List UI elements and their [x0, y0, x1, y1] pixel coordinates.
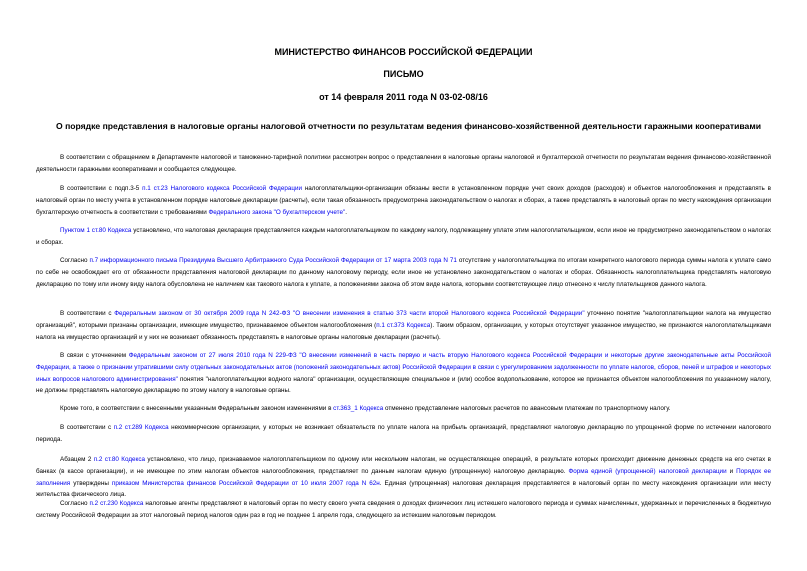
document-title: О порядке представления в налоговые органы налоговой отчетности по результатам ведения финансово-хозяйственной деятельности гаражными кооперативами	[56, 121, 761, 131]
paragraph-text: В соответствии с	[60, 424, 114, 431]
paragraph-text: установлено, что налоговая декларация представляется каждым налогоплательщиком по каждому налогу, подлежащему уплате этим налогоплательщиком, если иное не предусмотрено законодательством о налогах и сборах.	[36, 227, 771, 246]
paragraph-6	[36, 350, 771, 397]
paragraph-2	[36, 183, 771, 218]
ministry-heading: МИНИСТЕРСТВО ФИНАНСОВ РОССИЙСКОЙ ФЕДЕРАЦИИ	[274, 47, 533, 57]
link-article-289[interactable]: п.2 ст.289 Кодекса	[113, 424, 169, 431]
paragraph-text: понятия "налогоплательщики водного налога" организации, осуществляющие специальное и (или) особое водопользование, которое не признается объектом налогообложения по указанному налогу, не должны представлять налоговую декларацию по этому налогу в налоговые органы.	[36, 375, 771, 395]
paragraph-text: отменено представление налоговых расчетов по авансовым платежам по транспортному налогу.	[383, 405, 671, 412]
paragraph-7	[36, 403, 771, 415]
link-declaration-form[interactable]: Форма единой (упрощенной) налоговой декларации	[568, 467, 727, 475]
doc-type-heading: ПИСЬМО	[383, 69, 424, 79]
paragraph-text: Абзацем 2	[60, 456, 94, 463]
link-order-62n[interactable]: приказом Министерства финансов Российской Федерации от 10 июля 2007 года N 62н	[111, 479, 380, 487]
link-vas-letter-71[interactable]: п.7 информационного письма Президиума Высшего Арбитражного Суда Российской Федерации от 17 марта 2003 года N 71	[89, 257, 457, 264]
paragraph-text: В соответствии с	[60, 310, 115, 317]
paragraph-text: Согласно	[60, 500, 90, 507]
paragraph-8	[36, 422, 771, 446]
link-article-373[interactable]: п.1 ст.373 Кодекса	[376, 321, 431, 329]
link-article-363-1[interactable]: ст.363_1 Кодекса	[333, 405, 384, 412]
link-article-230[interactable]: п.2 ст.230 Кодекса	[89, 500, 144, 507]
paragraph-text: В связи с уточнением	[60, 352, 129, 359]
paragraph-text: В соответствии с подп.3-5	[60, 185, 143, 192]
paragraph-9	[36, 454, 771, 501]
paragraph-1	[36, 152, 771, 176]
paragraph-text: . Единая (упрощенная) налоговая декларация представляется в налоговый орган по месту нахождения организации или месту жительства физического лица.	[36, 479, 771, 499]
link-law-242fz[interactable]: Федеральным законом от 30 октября 2009 года N 242-ФЗ "О внесении изменения в статью 373 части второй Налогового кодекса Российской Федерации"	[114, 310, 585, 317]
paragraph-text: уточнено понятие "налогоплательщики налога на имущество организаций", которыми признаны организации, имеющие имущество, признаваемое объектом налогообложения (	[36, 310, 771, 329]
paragraph-text: .	[345, 208, 347, 216]
paragraph-text: Кроме того, в соответствии с внесенными указанным Федеральным законом изменениями в	[60, 405, 334, 412]
link-filling-procedure[interactable]: Порядок ее заполнения	[36, 467, 771, 487]
link-article-80-p1[interactable]: Пунктом 1 ст.80 Кодекса	[60, 227, 132, 234]
paragraph-text: утверждены	[70, 479, 112, 487]
link-accounting-law[interactable]: Федерального закона "О бухгалтерском учете"	[208, 208, 346, 216]
paragraph-text: ). Таким образом, организации, у которых отсутствует указанное имущество, не признаются налогоплательщиками налога на имущество организаций и у них не возникает обязанность представлять в налоговые органы налоговые декларации (расчеты).	[36, 321, 771, 341]
paragraph-text: отсутствие у налогоплательщика по итогам конкретного налогового периода суммы налога к уплате само по себе не освобождает его от обязанности представления налоговой декларации по данному налоговому периоду, если иное не установлено законодательством о налогах и сборах. Обязанность налогоплательщика представлять налоговую декларацию по тому или иному виду налога обусловлена не наличием как такового налога к уплате, а положениями закона об этом виде налога, которыми соответствующее лицо отнесено к числу плательщиков данного налога.	[36, 257, 771, 288]
paragraph-text: налогоплательщики-организации обязаны вести в установленном порядке учет своих доходов (расходов) и объектов налогообложения и представлять в налоговый орган по месту учета в установленном порядке налоговые декларации (расчеты), если такая обязанность предусмотрена законодательством о налогах и сборах, а также представлять в налоговый орган по месту нахождения организации бухгалтерскую отчетность в соответствии с требованиями	[36, 185, 771, 216]
paragraph-3	[36, 225, 771, 249]
link-law-229fz[interactable]: Федеральным законом от 27 июля 2010 года N 229-ФЗ "О внесении изменений в часть первую и часть вторую Налогового кодекса Российской Федерации и некоторые другие законодательные акты Российской Федерации, а также о признании утратившими силу отдельных законодательных актов (положений законодательных актов) Российской Федерации в связи с урегулированием задолженности по уплате налогов, сборов, пеней и штрафов и некоторых иных вопросов налогового администрирования"	[36, 352, 771, 383]
paragraph-text: В соответствии с обращением в Департаменте налоговой и таможенно-тарифной политики рассмотрен вопрос о представлении в налоговые органы налоговой и бухгалтерской отчетности по результатам ведения финансово-хозяйственной деятельности гаражными кооперативами и сообщается следующее.	[36, 154, 771, 173]
paragraph-5	[36, 308, 771, 343]
date-number-heading: от 14 февраля 2011 года N 03-02-08/16	[319, 92, 488, 102]
link-article-23[interactable]: п.1 ст.23 Налогового кодекса Российской Федерации	[142, 185, 302, 192]
paragraph-10	[36, 498, 771, 522]
link-article-80-p2[interactable]: п.2 ст.80 Кодекса	[93, 456, 145, 463]
paragraph-text: налоговые агенты представляют в налоговый орган по месту своего учета сведения о доходах физических лиц истекшего налогового периода и суммах начисленных, удержанных и перечисленных в бюджетную систему Российской Федерации за этот налоговый период налогов один раз в год не позднее 1 апреля года, следующего за истекшим налоговым периодом.	[36, 500, 771, 519]
paragraph-text: некоммерческие организации, у которых не возникает обязательств по уплате налога на прибыль организаций, представляют налоговую декларацию по упрощенной форме по истечении налогового периода.	[36, 424, 772, 443]
paragraph-4	[36, 255, 771, 290]
paragraph-text: и	[726, 467, 737, 475]
paragraph-text: установлено, что лицо, признаваемое налогоплательщиком по одному или нескольким налогам, не осуществляющее операций, в результате которых происходит движение денежных средств на его счетах в банках (в кассе организации), и не имеющее по этим налогам объектов налогообложения, представляет по данным налогам единую (упрощенную) налоговую декларацию.	[36, 456, 771, 475]
paragraph-text: Согласно	[60, 257, 90, 264]
